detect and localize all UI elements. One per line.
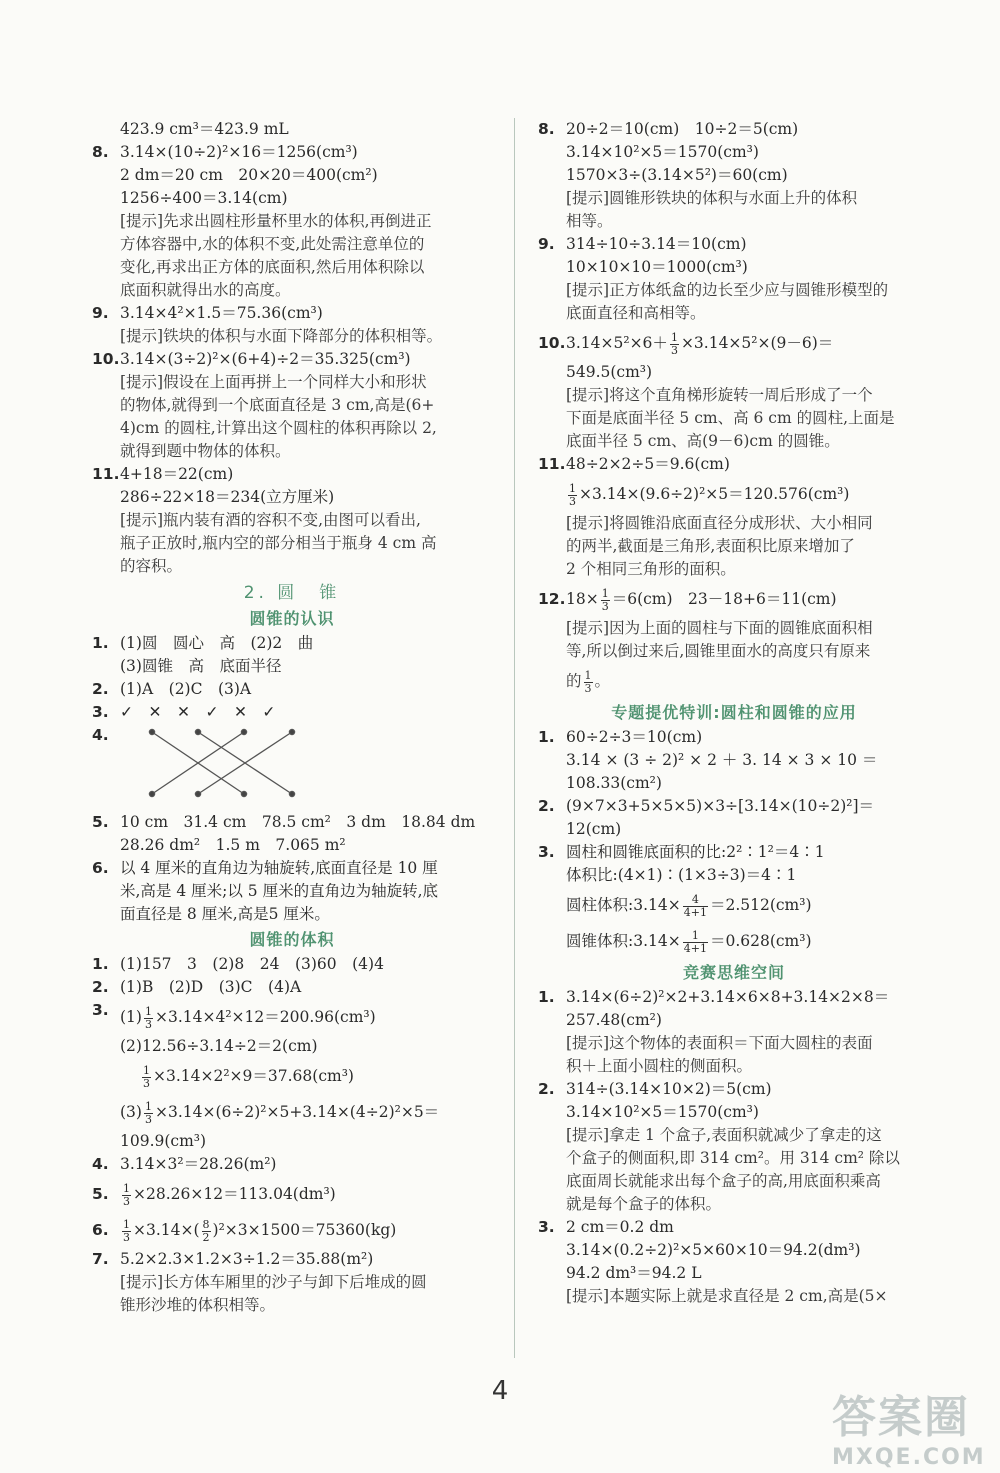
cone-intro-6 [92,857,492,926]
application-3 [538,841,930,959]
fraction-one-third [144,1006,153,1031]
text-line [566,923,930,959]
hint-line: 积＋上面小圆柱的侧面积。 [566,1057,753,1075]
question-number: 2. [92,680,109,698]
application-1 [538,726,930,795]
hint-line: 底面直径和高相等。 [566,304,706,322]
denominator: 3 [123,1194,130,1208]
fraction [683,930,708,955]
matching-lines-diagram [148,728,308,800]
text-line: 94.2 dm³＝94.2 L [566,1264,702,1282]
text-line: 3.14×10²×5＝1570(cm³) [566,1103,759,1121]
text-line: 2 dm＝20 cm 20×20＝400(cm²) [120,166,378,184]
hint-line: [提示]铁块的体积与水面下降部分的体积相等。 [120,327,443,345]
formula: ＝0.628(cm³) [709,932,812,950]
hint-line: [提示]本题实际上就是求直径是 2 cm,高是(5× [566,1287,888,1305]
competition-2 [538,1078,930,1216]
hint-line: [提示]长方体车厢里的沙子与卸下后堆成的圆 [120,1273,427,1291]
hint-line: [提示]将圆锥沿底面直径分成形状、大小相同 [566,514,873,532]
hint-line: 瓶子正放时,瓶内空的部分相当于瓶身 4 cm 高 [120,534,437,552]
text-line: 257.48(cm²) [566,1011,662,1029]
question-number: 4. [92,1155,109,1173]
text-line: 60÷2÷3＝10(cm) [566,728,703,746]
question-number: 2. [538,797,555,815]
denominator: 3 [123,1230,130,1244]
denominator: 3 [670,343,678,357]
text-line [566,581,930,617]
text-line: 3.14×(6÷2)²×2+3.14×6×8+3.14×2×8＝ [566,988,890,1006]
denominator: 3 [143,1076,150,1090]
text-line: (9×7×3+5×5×5)×3÷[3.14×(10÷2)²]＝ [566,797,875,815]
text-line [120,1212,492,1248]
question-number: 8. [538,120,555,138]
cone-intro-5 [92,811,492,857]
formula: ×3.14×( [133,1221,200,1239]
text-line: (1)圆 圆心 高 (2)2 曲 [120,634,314,652]
formula: 18× [566,590,599,608]
question-number: 1. [92,955,109,973]
question-number: 8. [92,143,109,161]
column-divider [514,118,515,1358]
question-number: 9. [538,235,555,253]
cone-intro-1 [92,632,492,678]
question-number: 2. [538,1080,555,1098]
numerator: 1 [143,1063,150,1077]
question-number: 5. [92,1185,109,1203]
fraction-eight-halves [202,1219,211,1244]
text-line: 1570×3÷(3.14×5²)＝60(cm) [566,166,788,184]
subsection-title: 竞赛思维空间 [682,963,785,982]
formula: )²×3×1500＝75360(kg) [212,1221,397,1239]
numerator: 1 [123,1181,130,1195]
hint-line: [提示]这个物体的表面积＝下面大圆柱的表面 [566,1034,873,1052]
cone-intro-2 [92,678,492,701]
right-column [538,118,930,1308]
text-line: 米,高是 4 厘米;以 5 厘米的直角边为轴旋转,底 [120,882,439,900]
text-line: 12(cm) [566,820,622,838]
text-line: (1)157 3 (2)8 24 (3)60 (4)4 [120,955,384,973]
cone-volume-3 [92,999,492,1153]
numerator: 1 [670,330,678,344]
answer-8 [538,118,930,233]
text-line [566,887,930,923]
part-label: (3) [120,1103,142,1121]
hint-line: [提示]假设在上面再拼上一个同样大小和形状 [120,373,427,391]
question-number: 7. [92,1250,109,1268]
question-number: 3. [92,1001,109,1019]
denominator: 3 [144,1017,152,1031]
numerator: 1 [123,1217,130,1231]
hint-line: 4)cm 的圆柱,计算出这个圆柱的体积再除以 2, [120,419,437,437]
subsection-title: 专题提优特训:圆柱和圆锥的应用 [611,703,857,722]
hint-line: 方体容器中,水的体积不变,此处需注意单位的 [120,235,425,253]
numerator: 1 [569,481,576,495]
text-line: 3.14×(3÷2)²×(6+4)÷2＝35.325(cm³) [120,350,411,368]
question-number: 3. [92,703,109,721]
text-line [120,999,492,1035]
question-number: 1. [538,988,555,1006]
hint-line: [提示]因为上面的圆柱与下面的圆锥底面积相 [566,619,873,637]
question-number: 1. [92,634,109,652]
hint-line: 就得到题中物体的体积。 [120,442,291,460]
denominator: 3 [144,1112,152,1126]
hint-line: [提示]拿走 1 个盒子,表面积就减少了拿走的这 [566,1126,882,1144]
text-line: 5.2×2.3×1.2×3÷1.2＝35.88(m²) [120,1250,374,1268]
formula: ×3.14×5²×(9－6)＝ [680,334,834,352]
text-line: 4+18＝22(cm) [120,465,234,483]
dot [149,791,154,796]
subsection-title: 圆锥的认识 [249,609,335,628]
text-line: 3.14×(0.2÷2)²×5×60×10＝94.2(dm³) [566,1241,861,1259]
formula: ＝2.512(cm³) [709,896,812,914]
answer-9 [92,302,492,348]
text-line: 10×10×10＝1000(cm³) [566,258,748,276]
application-2 [538,795,930,841]
hint-line: [提示]正方体纸盒的边长至少应与圆锥形模型的 [566,281,889,299]
text-line: (1)B (2)D (3)C (4)A [120,978,302,996]
watermark-logo [832,1381,986,1470]
hint-line: 就是每个盒子的体积。 [566,1195,722,1213]
cone-volume-6 [92,1212,492,1248]
text-line: 3.14×10²×5＝1570(cm³) [566,143,759,161]
formula: ×3.14×(9.6÷2)²×5＝120.576(cm³) [579,485,850,503]
question-number: 6. [92,859,109,877]
left-column [92,118,492,1317]
hint-line: [提示]将这个直角梯形旋转一周后形成了一个 [566,386,873,404]
text-line [566,476,930,512]
dot [289,791,294,796]
part-label: (1) [120,1008,142,1026]
hint-line: 底面积就得出水的高度。 [120,281,291,299]
fraction-one-third [568,483,577,508]
text-line: 1256÷400＝3.14(cm) [120,189,288,207]
competition-1 [538,986,930,1078]
text-line: 10 cm 31.4 cm 78.5 cm² 3 dm 18.84 dm [120,813,476,831]
question-number: 9. [92,304,109,322]
hint-line: 锥形沙堆的体积相等。 [120,1296,276,1314]
cone-volume-1 [92,953,492,976]
formula: ＝6(cm) 23－18+6＝11(cm) [611,590,837,608]
dot [149,729,154,734]
text-line: 3.14 × (3 ÷ 2)² × 2 ＋ 3. 14 × 3 × 10 ＝ [566,751,878,769]
formula: 3.14×5²×6＋ [566,334,668,352]
hint-line: [提示]瓶内装有酒的容积不变,由图可以看出, [120,511,421,529]
question-number: 12. [538,590,566,608]
formula: 圆锥体积:3.14× [566,932,681,950]
section-title: 2. 圆 锥 [243,583,341,603]
text-line [566,325,930,361]
fraction-one-third [122,1219,131,1244]
numerator: 8 [202,1217,210,1231]
question-number: 2. [92,978,109,996]
hint-line: [提示]先求出圆柱形量杯里水的体积,再倒进正 [120,212,432,230]
numerator: 4 [691,892,699,906]
fraction-one-third [584,670,593,695]
denominator: 2 [202,1230,210,1244]
text-line [120,1176,492,1212]
cone-intro-4 [92,724,492,811]
answer-12 [538,581,930,699]
answer-continuation [92,118,492,141]
numerator: 1 [144,1004,152,1018]
hint-line: 变化,再求出正方体的底面积,然后用体积除以 [120,258,425,276]
dot [241,791,246,796]
page-number: 4 [491,1376,509,1406]
text-line: 314÷10÷3.14＝10(cm) [566,235,747,253]
cone-volume-7 [92,1248,492,1317]
hint-line: 等,所以倒过来后,圆锥里面水的高度只有原来 [566,642,871,660]
answer-9 [538,233,930,325]
watermark-url: MXQE.COM [832,1445,986,1470]
question-number: 3. [538,843,555,861]
question-number: 3. [538,1218,555,1236]
answer-8 [92,141,492,302]
denominator: 4+1 [683,905,707,919]
text-line: 108.33(cm²) [566,774,662,792]
question-number: 11. [538,455,566,473]
cone-volume-2 [92,976,492,999]
watermark-text: 答案圈 [832,1392,970,1443]
dot [195,729,200,734]
question-number: 1. [538,728,555,746]
answer-11 [92,463,492,578]
cone-volume-4 [92,1153,492,1176]
hint-line: 下面是底面半径 5 cm、高 6 cm 的圆柱,上面是 [566,409,895,427]
formula: ×28.26×12＝113.04(dm³) [133,1185,336,1203]
question-number: 6. [92,1221,109,1239]
dot [241,729,246,734]
formula: ×3.14×(6÷2)²×5+3.14×(4÷2)²×5＝ [154,1103,440,1121]
fraction-one-third [670,332,679,357]
text-line [120,1058,492,1094]
text-line: 3.14×4²×1.5＝75.36(cm³) [120,304,323,322]
subsection-title: 圆锥的体积 [249,930,335,949]
text-line: 286÷22×18＝234(立方厘米) [120,488,335,506]
hint-text: 的 [566,672,582,690]
formula: ×3.14×2²×9＝37.68(cm³) [153,1067,354,1085]
text-line: (3)圆锥 高 底面半径 [120,657,282,675]
cone-volume-5 [92,1176,492,1212]
hint-line: 的两半,截面是三角形,表面积比原来增加了 [566,537,855,555]
text-line: 3.14×3²＝28.26(m²) [120,1155,277,1173]
hint-line: 相等。 [566,212,613,230]
question-number: 4. [92,726,109,744]
text-line: 体积比:(4×1)∶(1×3÷3)＝4∶1 [566,866,797,884]
text-line: 面直径是 8 厘米,高是5 厘米。 [120,905,330,923]
text-line: ✓ ✕ ✕ ✓ ✕ ✓ [120,703,276,721]
dot [195,791,200,796]
hint-line: 的 $\frac{1}{3}$ 。 [566,668,611,695]
dot [289,729,294,734]
question-number: 11. [92,465,120,483]
hint-line: [提示]圆锥形铁块的体积与水面上升的体积 [566,189,858,207]
question-number: 10. [92,350,120,368]
answer-10 [92,348,492,463]
fraction-one-third [122,1183,131,1208]
numerator: 1 [144,1099,152,1113]
numerator: 1 [584,668,592,682]
text-line: 2 cm＝0.2 dm [566,1218,674,1236]
text-line: 20÷2＝10(cm) 10÷2＝5(cm) [566,120,799,138]
denominator: 3 [584,681,592,695]
text-line: 3.14×(10÷2)²×16＝1256(cm³) [120,143,358,161]
competition-3 [538,1216,930,1308]
text-line: 圆柱和圆锥底面积的比:2²∶1²＝4∶1 [566,843,825,861]
question-number: 5. [92,813,109,831]
text-line: 109.9(cm³) [120,1132,207,1150]
text-line: 48÷2×2÷5＝9.6(cm) [566,455,730,473]
hint-line: 的物体,就得到一个底面直径是 3 cm,高是(6+ [120,396,435,414]
fraction-one-third [142,1065,151,1090]
text-line: (2)12.56÷3.14÷2＝2(cm) [120,1037,318,1055]
fraction-one-third [601,588,610,613]
hint-line: 底面半径 5 cm、高(9－6)cm 的圆锥。 [566,432,840,450]
numerator: 1 [601,586,609,600]
hint-line: 的容积。 [120,557,183,575]
text-line: 以 4 厘米的直角边为轴旋转,底面直径是 10 厘 [120,859,438,877]
hint-line: 2 个相同三角形的面积。 [566,560,736,578]
cone-intro-3 [92,701,492,724]
text-line: (1)A (2)C (3)A [120,680,252,698]
question-number: 10. [538,334,566,352]
answer-11 [538,453,930,581]
hint-line: 个盒子的侧面积,即 314 cm²。用 314 cm² 除以 [566,1149,900,1167]
answer-10 [538,325,930,453]
formula: ×3.14×4²×12＝200.96(cm³) [154,1008,376,1026]
fraction [683,894,708,919]
denominator: 4+1 [683,941,707,955]
denominator: 3 [601,599,609,613]
hint-line: 底面周长就能求出每个盒子的高,用底面积乘高 [566,1172,881,1190]
numerator: 1 [691,928,699,942]
fraction-one-third [144,1101,153,1126]
text-line: 549.5(cm³) [566,363,653,381]
text-line [120,1094,492,1130]
text-line: 28.26 dm² 1.5 m 7.065 m² [120,836,346,854]
text-line: 314÷(3.14×10×2)＝5(cm) [566,1080,772,1098]
formula: 圆柱体积:3.14× [566,896,681,914]
text-line: 423.9 cm³＝423.9 mL [120,120,289,138]
denominator: 3 [569,494,576,508]
